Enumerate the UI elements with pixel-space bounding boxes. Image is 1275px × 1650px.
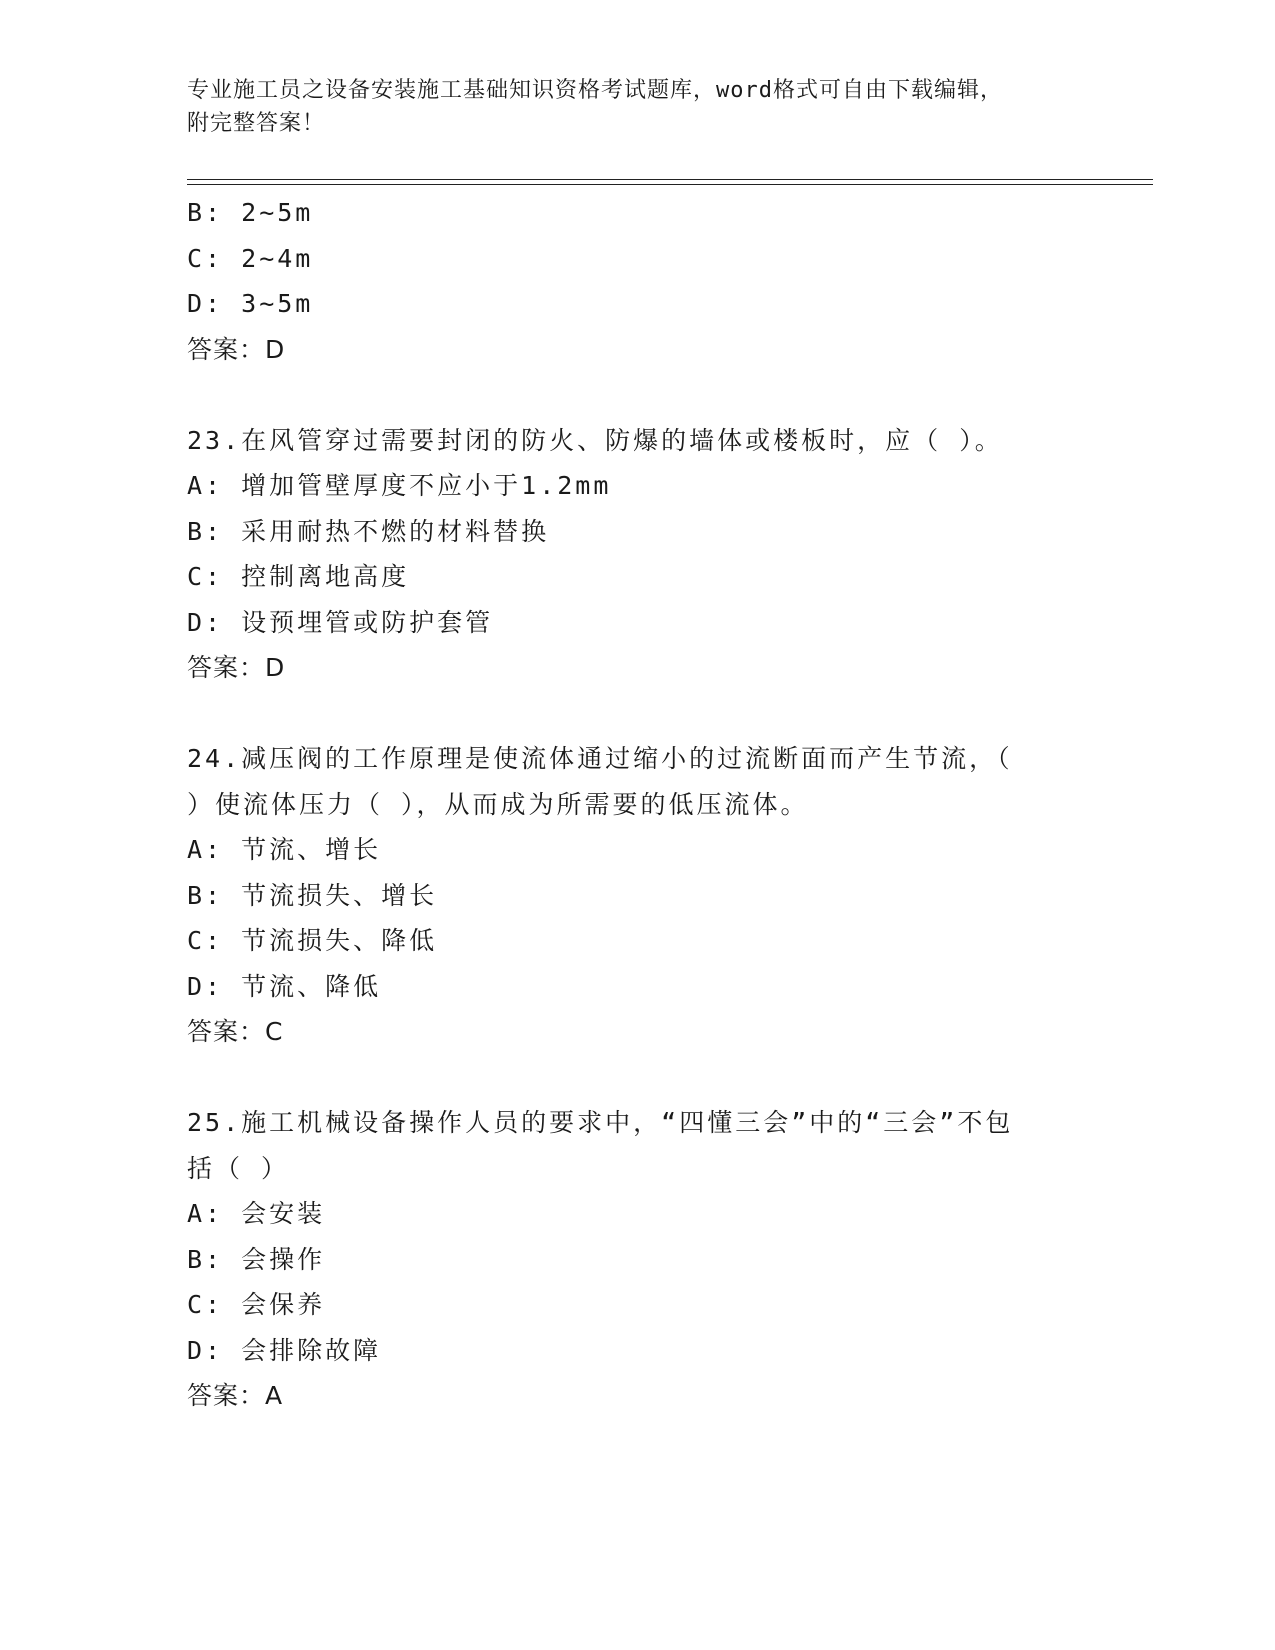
option-b: B: 2~5m (187, 198, 314, 227)
answer-line: 答案：D (187, 653, 286, 682)
question-23 (187, 418, 1087, 691)
answer-line: 答案：D (187, 334, 286, 364)
spacer (187, 1055, 1087, 1101)
option-a: A: 会安装 (187, 1199, 326, 1228)
option-c: C: 节流损失、降低 (187, 926, 438, 955)
question-text: 24.减压阀的工作原理是使流体通过缩小的过流断面而产生节流，（ (187, 744, 1013, 773)
option-c: C: 会保养 (187, 1290, 326, 1319)
question-list (187, 190, 1087, 1419)
question-text: 23.在风管穿过需要封闭的防火、防爆的墙体或楼板时，应（ ）。 (187, 425, 1003, 455)
option-b: B: 节流损失、增长 (187, 880, 438, 910)
question-text: 25.施工机械设备操作人员的要求中，“四懂三会”中的“三会”不包 (187, 1108, 1014, 1137)
option-c: C: 2~4m (187, 243, 314, 273)
option-d: D: 节流、降低 (187, 971, 382, 1001)
spacer (187, 372, 1087, 418)
question-text-continued: 括（ ） (187, 1153, 290, 1183)
header-line-2: 附完整答案！ (187, 111, 326, 136)
option-a: A: 增加管壁厚度不应小于1.2mm (187, 471, 612, 500)
question-24 (187, 736, 1087, 1055)
answer-line: 答案：A (187, 1381, 284, 1410)
header-divider-bottom (187, 184, 1153, 185)
question-text-continued: ）使流体压力（ ），从而成为所需要的低压流体。 (187, 789, 809, 819)
option-d: D: 设预埋管或防护套管 (187, 607, 494, 637)
option-a: A: 节流、增长 (187, 835, 382, 864)
header-line-1: 专业施工员之设备安装施工基础知识资格考试题库，word格式可自由下载编辑， (187, 78, 1003, 103)
option-b: B: 会操作 (187, 1244, 326, 1274)
document-header (187, 74, 1087, 140)
header-divider-top (187, 179, 1153, 180)
question-25 (187, 1100, 1087, 1419)
spacer (187, 691, 1087, 737)
question-22-partial (187, 190, 1087, 372)
option-d: D: 3~5m (187, 289, 314, 318)
option-b: B: 采用耐热不燃的材料替换 (187, 516, 550, 546)
answer-line: 答案：C (187, 1017, 284, 1046)
option-d: D: 会排除故障 (187, 1335, 382, 1365)
option-c: C: 控制离地高度 (187, 562, 410, 591)
